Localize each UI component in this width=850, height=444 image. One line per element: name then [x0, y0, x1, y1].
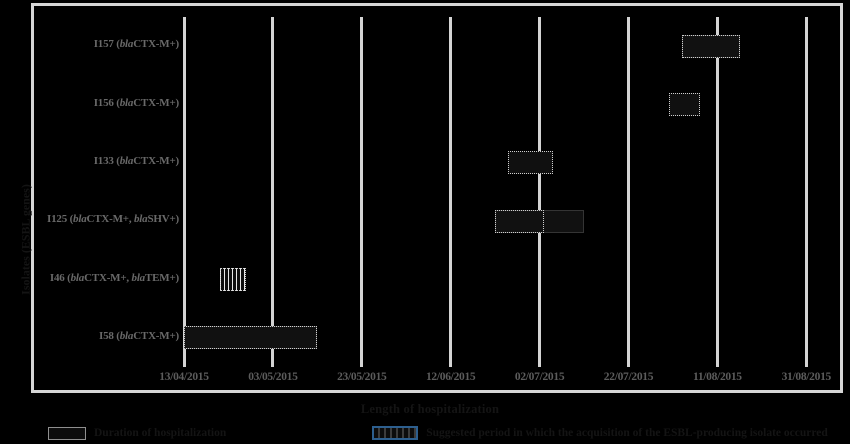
x-tick-label: 02/07/2015 [514, 371, 565, 383]
y-axis-category-label: I58 (blaCTX-M+) [99, 329, 179, 342]
gridline [538, 17, 541, 367]
x-tick-label: 11/08/2015 [693, 371, 742, 383]
x-tick-label: 03/05/2015 [248, 371, 298, 383]
bar-acquisition [220, 268, 247, 291]
gridline [183, 17, 186, 367]
x-tick-label: 22/07/2015 [603, 371, 654, 383]
bar-acquisition [495, 210, 544, 233]
bar-acquisition [184, 326, 317, 349]
chart-legend [48, 424, 848, 442]
legend-label-hospitalization: Duration of hospitalization [94, 427, 227, 439]
legend-swatch-hospitalization-icon [48, 427, 86, 440]
x-tick-label: 23/05/2015 [337, 371, 387, 383]
legend-swatch-acquisition-icon [372, 426, 418, 440]
x-axis-title: Length of hospitalization [360, 402, 500, 416]
x-tick-label: 13/04/2015 [159, 371, 209, 383]
bar-acquisition [682, 35, 740, 58]
y-axis-title: Isolates (ESBL genes) [18, 184, 33, 295]
gridline [271, 17, 274, 367]
gridline [360, 17, 363, 367]
y-axis-category-label: I46 (blaCTX-M+, blaTEM+) [49, 271, 179, 284]
bar-acquisition [669, 93, 700, 116]
gridline [627, 17, 630, 367]
x-tick-label: 31/08/2015 [781, 371, 831, 383]
bar-acquisition [508, 151, 552, 174]
y-axis-category-label: I157 (blaCTX-M+) [93, 38, 179, 51]
y-axis-category-label: I156 (blaCTX-M+) [93, 96, 179, 109]
legend-label-acquisition: Suggested period in which the acquisition of the ESBL-producing isolate occurred [426, 427, 828, 439]
gridline [805, 17, 808, 367]
gridline [716, 17, 719, 367]
y-axis-category-label: I125 (blaCTX-M+, blaSHV+) [47, 213, 179, 226]
x-tick-label: 12/06/2015 [425, 371, 476, 383]
gridline [449, 17, 452, 367]
y-axis-category-label: I133 (blaCTX-M+) [93, 154, 179, 167]
